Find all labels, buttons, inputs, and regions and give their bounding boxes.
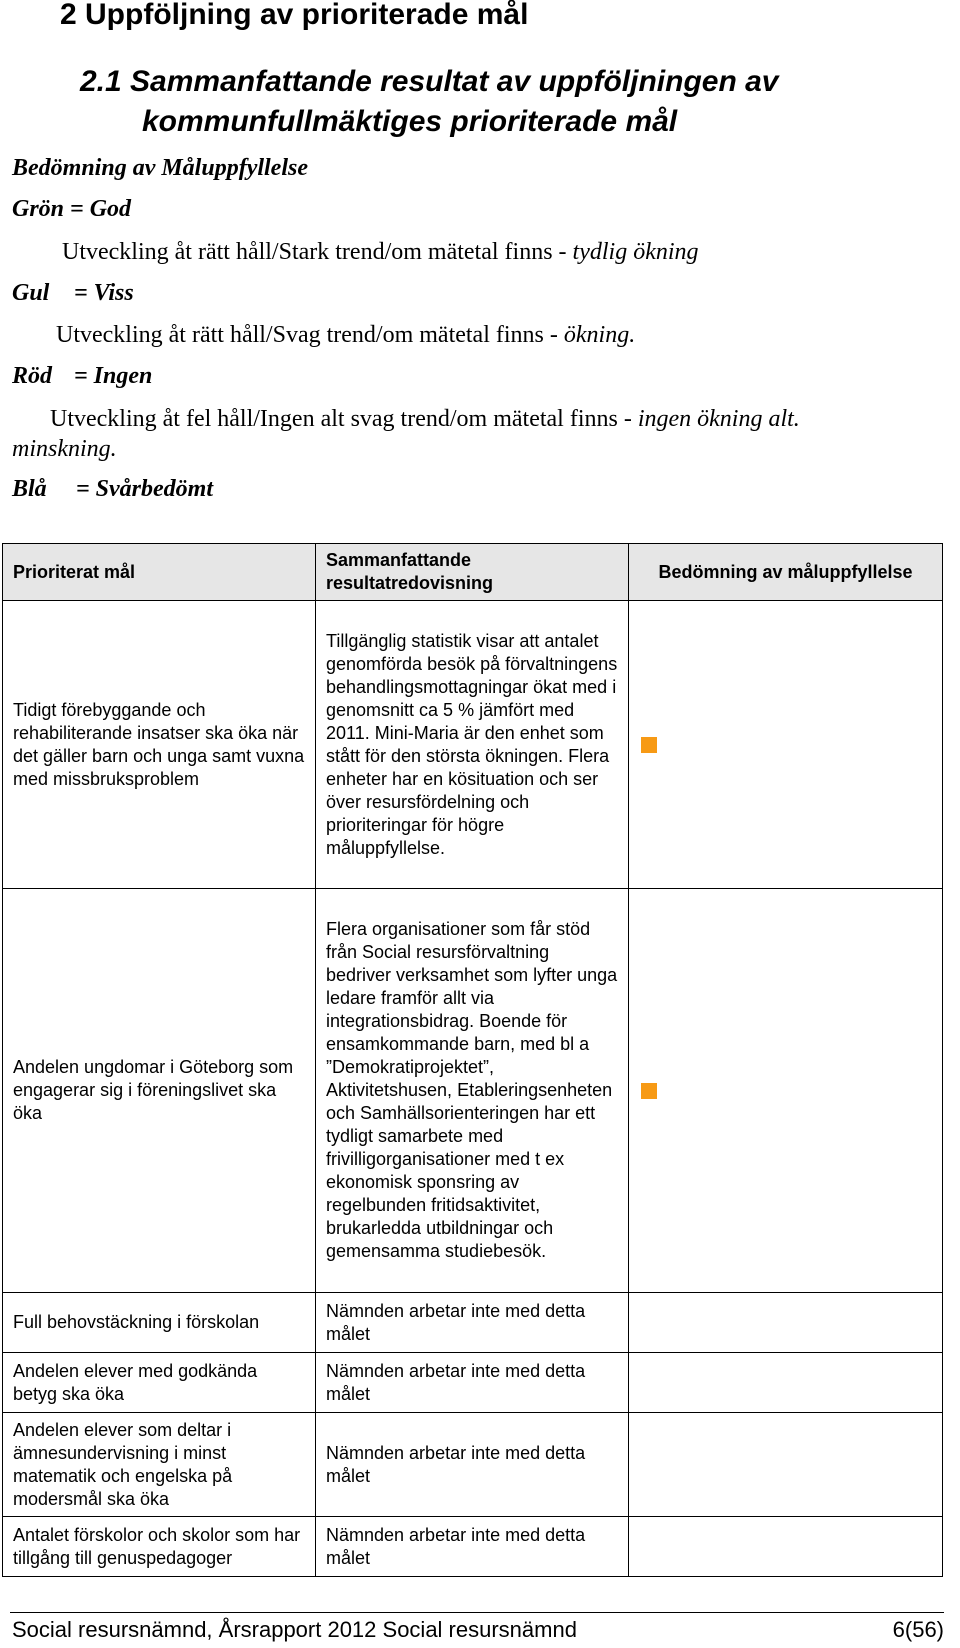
page-heading: 2 Uppföljning av prioriterade mål	[60, 0, 529, 31]
legend-yellow-desc-text: Utveckling åt rätt håll/Svag trend/om mätetal finns -	[56, 322, 564, 348]
result-cell: Tillgänglig statistik visar att antalet genomförda besök på förvaltningens behandlingsmottagningar ökat med i genomsnitt ca 5 % jämfört med 2011. Mini-Maria är den enhet som stått för den största ökningen. Flera enheter har en kösituation och ser över resursfördelning och prioriteringar för högre måluppfyllelse.	[316, 601, 629, 889]
section-heading-line2: kommunfullmäktiges prioriterade mål	[142, 105, 678, 138]
assessment-cell	[629, 1353, 943, 1413]
legend-green-label: Grön = God	[12, 196, 132, 222]
legend-yellow-desc-em: ökning.	[563, 322, 636, 348]
goal-cell: Full behovstäckning i förskolan	[3, 1293, 316, 1353]
table-row	[3, 1413, 943, 1517]
assessment-cell	[629, 889, 943, 1293]
legend-red-desc	[50, 406, 800, 433]
goals-table	[2, 543, 943, 1577]
goal-cell: Andelen elever som deltar i ämnesundervisning i minst matematik och engelska på modersmål ska öka	[3, 1413, 316, 1517]
footer-divider	[10, 1612, 944, 1613]
legend-blue-label-b: = Svårbedömt	[76, 476, 214, 502]
section-heading	[80, 62, 779, 142]
result-cell: Nämnden arbetar inte med detta målet	[316, 1353, 629, 1413]
legend-green-desc	[62, 239, 699, 266]
table-row	[3, 1293, 943, 1353]
table-row	[3, 1353, 943, 1413]
legend-red-desc-em: ingen ökning alt.	[637, 406, 800, 432]
assessment-cell	[629, 1413, 943, 1517]
legend-green-desc-em: tydlig ökning	[572, 239, 699, 265]
legend-red-label-b: = Ingen	[74, 363, 153, 389]
goal-cell: Andelen elever med godkända betyg ska öka	[3, 1353, 316, 1413]
footer-title: Social resursnämnd, Årsrapport 2012 Social resursnämnd	[12, 1617, 577, 1642]
result-cell: Nämnden arbetar inte med detta målet	[316, 1517, 629, 1577]
result-cell: Nämnden arbetar inte med detta målet	[316, 1413, 629, 1517]
result-cell: Flera organisationer som får stöd från Social resursförvaltning bedriver verksamhet som lyfter unga ledare framför allt via integrationsbidrag. Boende för ensamkommande barn, med bl a ”Demokratiprojektet”, Aktivitetshusen, Etableringsenheten och Samhällsorienteringen har ett tydligt samarbete med frivilligorganisationer med t ex ekonomisk sponsring av regelbunden fritidsaktivitet, brukarledda utbildningar och gemensamma studiebesök.	[316, 889, 629, 1293]
table-row	[3, 1517, 943, 1577]
legend-red-desc-text: Utveckling åt fel håll/Ingen alt svag trend/om mätetal finns -	[50, 406, 638, 432]
legend-red-label-a: Röd	[12, 363, 53, 389]
page-number: 6(56)	[892, 1617, 944, 1642]
goal-cell: Andelen ungdomar i Göteborg som engagerar sig i föreningslivet ska öka	[3, 889, 316, 1293]
legend-yellow-desc	[56, 322, 635, 349]
status-square	[641, 1083, 657, 1099]
goal-cell: Antalet förskolor och skolor som har tillgång till genuspedagoger	[3, 1517, 316, 1577]
section-heading-line1: 2.1 Sammanfattande resultat av uppföljningen av	[80, 65, 779, 98]
table-row	[3, 601, 943, 889]
table-row	[3, 889, 943, 1293]
header-result: Sammanfattande resultatredovisning	[316, 544, 629, 601]
legend-blue-label-a: Blå	[12, 476, 47, 502]
legend-yellow-label-b: = Viss	[74, 280, 134, 306]
assessment-cell	[629, 1293, 943, 1353]
assessment-cell	[629, 1517, 943, 1577]
goal-cell: Tidigt förebyggande och rehabiliterande insatser ska öka när det gäller barn och unga samt vuxna med missbruksproblem	[3, 601, 316, 889]
table-header-row	[3, 544, 943, 601]
header-goal: Prioriterat mål	[3, 544, 316, 601]
legend-green-desc-text: Utveckling åt rätt håll/Stark trend/om mätetal finns -	[62, 239, 573, 265]
legend-red-desc-cont: minskning.	[12, 436, 117, 462]
header-assessment: Bedömning av måluppfyllelse	[629, 544, 943, 601]
assessment-title: Bedömning av Måluppfyllelse	[12, 155, 308, 181]
result-cell: Nämnden arbetar inte med detta målet	[316, 1293, 629, 1353]
assessment-cell	[629, 601, 943, 889]
status-square	[641, 737, 657, 753]
legend-yellow-label-a: Gul	[12, 280, 50, 306]
